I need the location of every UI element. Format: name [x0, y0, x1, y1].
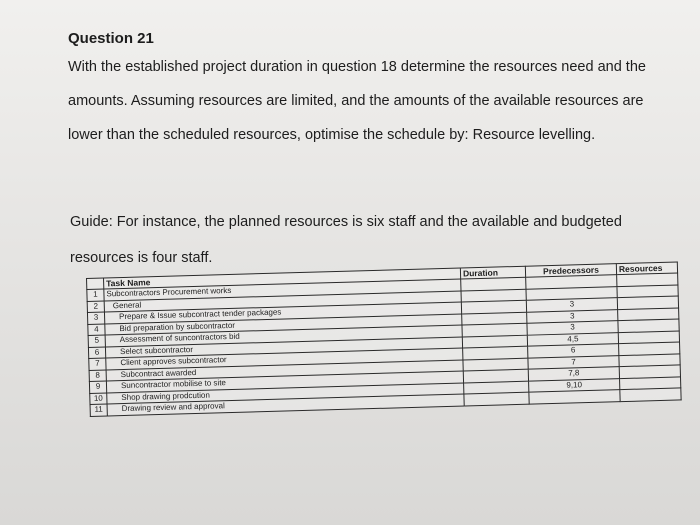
predecessors-cell: 7,8	[528, 367, 619, 381]
task-table	[86, 261, 682, 416]
task-id-cell: 10	[90, 392, 107, 404]
task-id-cell: 3	[87, 312, 104, 324]
predecessors-cell: 3	[526, 298, 617, 312]
header-resources: Resources	[616, 262, 677, 275]
resources-cell	[620, 388, 681, 401]
task-name-cell: Drawing review and approval	[107, 394, 464, 415]
header-id	[87, 278, 104, 289]
task-name-cell: Bid preparation by subcontractor	[105, 314, 462, 335]
task-name-cell: Suncontractor mobilise to site	[106, 371, 463, 392]
task-name-cell: Prepare & Issue subcontract tender packages	[104, 302, 461, 323]
predecessors-cell: 4,5	[527, 332, 618, 346]
predecessors-cell: 3	[527, 321, 618, 335]
predecessors-cell: 7	[528, 355, 619, 369]
predecessors-cell: 6	[528, 344, 619, 358]
task-name-cell: General	[104, 291, 461, 312]
task-name-cell: Subcontractors Procurement works	[104, 279, 461, 300]
question-title: Question 21	[68, 30, 154, 47]
header-duration: Duration	[460, 266, 525, 279]
guide-text: Guide: For instance, the planned resources is six staff and the available and budgeted resources is four staff.	[70, 214, 622, 266]
task-name-cell: Client approves subcontractor	[106, 348, 463, 369]
task-id-cell: 4	[88, 323, 105, 335]
predecessors-cell: 3	[527, 309, 618, 323]
task-id-cell: 1	[87, 289, 104, 301]
predecessors-cell: 9,10	[529, 378, 620, 392]
header-predecessors: Predecessors	[525, 264, 616, 278]
question-body: With the established project duration in question 18 determine the resources need and the amounts. Assuming resources are limited, and the amounts of the available resources are lower than the scheduled resources, optimise the schedule by: Resource levelling.	[68, 59, 646, 143]
task-id-cell: 8	[89, 369, 106, 381]
task-name-cell: Select subcontractor	[105, 337, 462, 358]
task-name-cell: Subcontract awarded	[106, 360, 463, 381]
task-id-cell: 6	[88, 346, 105, 358]
task-table-wrapper	[86, 261, 682, 416]
task-name-cell: Shop drawing prodcution	[107, 382, 464, 403]
predecessors-cell	[529, 390, 620, 404]
task-id-cell: 2	[87, 301, 104, 313]
task-table-body	[87, 273, 681, 416]
task-id-cell: 7	[89, 358, 106, 370]
task-id-cell: 11	[90, 404, 107, 416]
task-id-cell: 5	[88, 335, 105, 347]
task-name-cell: Assessment of suncontractors bid	[105, 325, 462, 346]
header-task-name: Task Name	[104, 268, 461, 289]
task-id-cell: 9	[89, 381, 106, 393]
duration-cell	[464, 392, 529, 405]
